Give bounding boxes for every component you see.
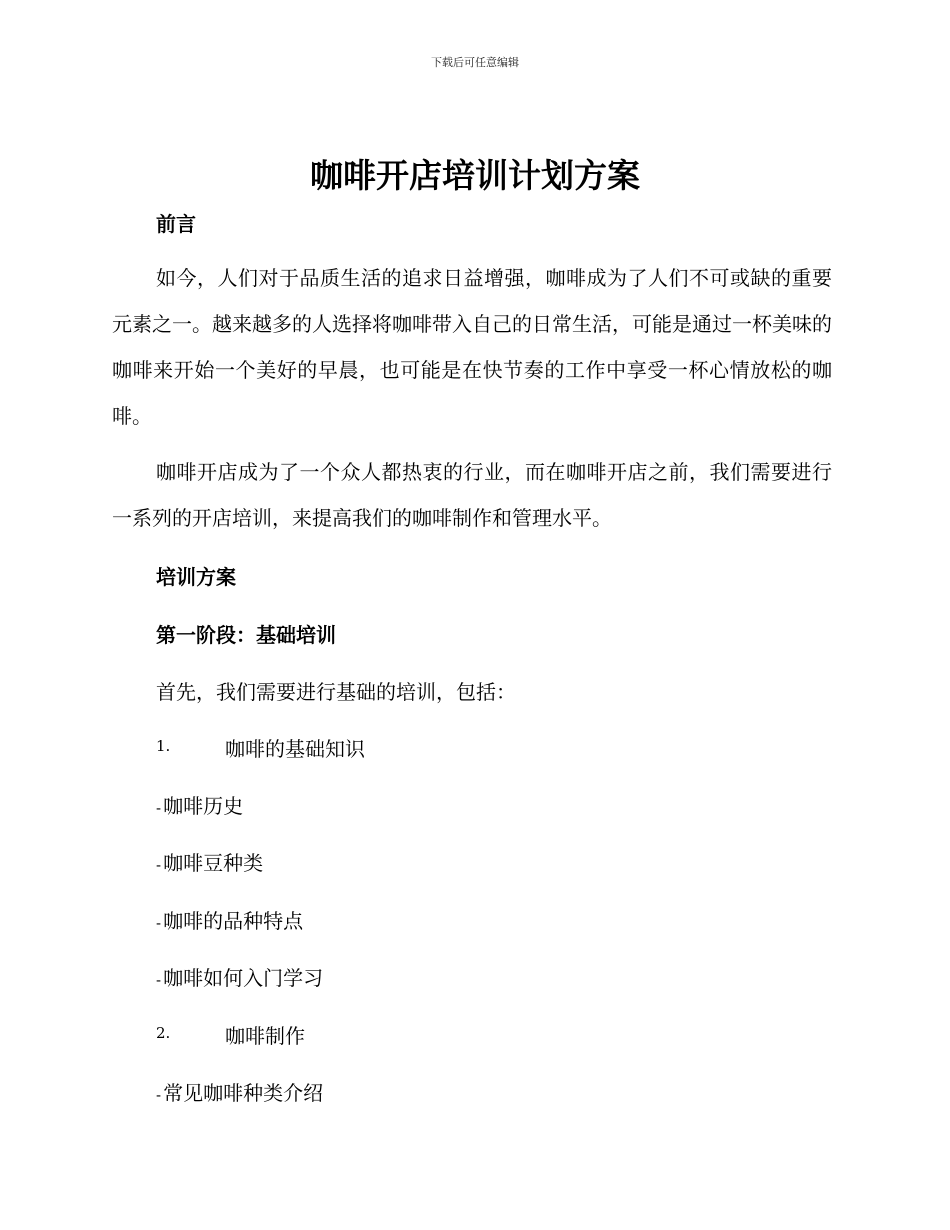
dash-marker: - — [156, 856, 162, 874]
plan-heading: 培训方案 — [156, 565, 236, 589]
sub-list-item-text: 常见咖啡种类介绍 — [163, 1081, 324, 1105]
preface-heading: 前言 — [156, 212, 196, 236]
sub-list-item-text: 咖啡豆种类 — [163, 851, 264, 875]
dash-marker: - — [156, 914, 162, 932]
sub-list-item — [156, 1077, 323, 1106]
sub-list-item — [156, 790, 243, 819]
sub-list-item-text: 咖啡如何入门学习 — [163, 966, 324, 990]
list-item-number: 1. — [156, 737, 171, 755]
document-title: 咖啡开店培训计划方案 — [310, 156, 640, 195]
sub-list-item — [156, 962, 323, 991]
dash-marker: - — [156, 971, 162, 989]
stage-1-intro: 首先，我们需要进行基础的培训，包括： — [156, 680, 516, 704]
dash-marker: - — [156, 799, 162, 817]
stage-1-heading: 第一阶段：基础培训 — [156, 623, 336, 647]
sub-list-item — [156, 847, 263, 876]
list-item-label: 咖啡的基础知识 — [225, 737, 365, 761]
header-note: 下载后可任意编辑 — [431, 56, 519, 69]
paragraph-training-need: 咖啡开店成为了一个众人都热衷的行业，而在咖啡开店之前，我们需要进行一系列的开店培训，来提高我们的咖啡制作和管理水平。 — [112, 460, 832, 530]
list-item-label: 咖啡制作 — [225, 1024, 305, 1048]
dash-marker: - — [156, 1086, 162, 1104]
sub-list-item — [156, 905, 303, 934]
sub-list-item-text: 咖啡历史 — [163, 794, 244, 818]
paragraph-intro: 如今，人们对于品质生活的追求日益增强，咖啡成为了人们不可或缺的重要元素之一。越来越多的人选择将咖啡带入自己的日常生活，可能是通过一杯美味的咖啡来开始一个美好的早晨，也可能是在快节奏的工作中享受一杯心情放松的咖啡。 — [112, 266, 832, 428]
sub-list-item-text: 咖啡的品种特点 — [163, 909, 304, 933]
list-item-number: 2. — [156, 1024, 171, 1042]
